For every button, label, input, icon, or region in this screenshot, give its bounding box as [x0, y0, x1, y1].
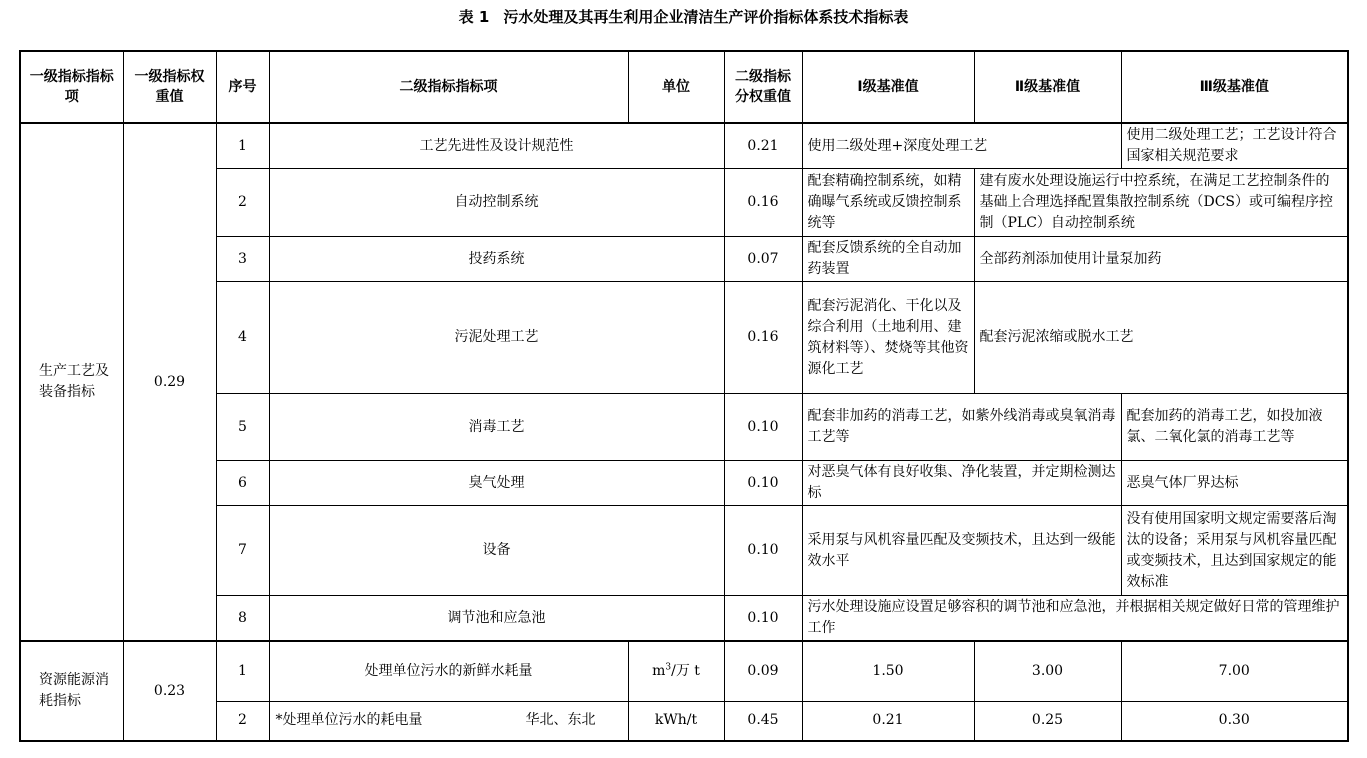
row-unit: [628, 641, 724, 701]
row-seq: 2: [216, 169, 269, 237]
row-weight: 0.09: [724, 641, 802, 701]
bench-2: 0.25: [974, 701, 1121, 741]
header-bench1: Ⅰ级基准值: [802, 51, 974, 123]
row-seq: 6: [216, 461, 269, 506]
bench-3: 7.00: [1121, 641, 1348, 701]
bench-1-2: 配套非加药的消毒工艺，如紫外线消毒或臭氧消毒工艺等: [802, 394, 1121, 461]
row-seq: 1: [216, 123, 269, 169]
row-weight: 0.07: [724, 237, 802, 282]
bench-3: 配套加药的消毒工艺，如投加液氯、二氧化氯的消毒工艺等: [1121, 394, 1348, 461]
row-seq: 8: [216, 596, 269, 642]
row-seq: 2: [216, 701, 269, 741]
header-unit: 单位: [628, 51, 724, 123]
row-item: *处理单位污水的耗电量: [275, 712, 423, 729]
item-region-pair: [270, 710, 628, 731]
table-row: [20, 169, 1348, 237]
row-unit: kWh/t: [628, 701, 724, 741]
row-item: 污泥处理工艺: [269, 282, 724, 394]
row-item: 投药系统: [269, 237, 724, 282]
row-weight: 0.10: [724, 394, 802, 461]
header-seq: 序号: [216, 51, 269, 123]
table-title: [0, 6, 1367, 28]
bench-1: 0.21: [802, 701, 974, 741]
row-region: 华北、东北: [525, 712, 596, 729]
row-item: 设备: [269, 506, 724, 596]
header-level2: 二级指标指标项: [269, 51, 628, 123]
bench-1: 配套污泥消化、干化以及综合利用（土地利用、建筑材料等）、焚烧等其他资源化工艺: [802, 282, 974, 394]
unit-sup: 3: [665, 662, 672, 673]
bench-2: 3.00: [974, 641, 1121, 701]
bench-1-2: 使用二级处理+深度处理工艺: [802, 123, 1121, 169]
bench-1-2-3: 污水处理设施应设置足够容积的调节池和应急池，并根据相关规定做好日常的管理维护工作: [802, 596, 1348, 642]
bench-2-3: 全部药剂添加使用计量泵加药: [974, 237, 1348, 282]
row-item: 消毒工艺: [269, 394, 724, 461]
row-item: 自动控制系统: [269, 169, 724, 237]
row-item-split: [269, 701, 628, 741]
row-seq: 7: [216, 506, 269, 596]
table-row: [20, 596, 1348, 642]
bench-3: 没有使用国家明文规定需要落后淘汰的设备；采用泵与风机容量匹配或变频技术，且达到国家规定的能效标准: [1121, 506, 1348, 596]
row-seq: 1: [216, 641, 269, 701]
row-item: 臭气处理: [269, 461, 724, 506]
header-bench2: Ⅱ级基准值: [974, 51, 1121, 123]
bench-1: 配套精确控制系统，如精确曝气系统或反馈控制系统等: [802, 169, 974, 237]
header-row: [20, 51, 1348, 123]
row-weight: 0.45: [724, 701, 802, 741]
row-item: 工艺先进性及设计规范性: [269, 123, 724, 169]
bench-1: 配套反馈系统的全自动加药装置: [802, 237, 974, 282]
table-row: [20, 701, 1348, 741]
bench-3: 使用二级处理工艺；工艺设计符合国家相关规范要求: [1121, 123, 1348, 169]
bench-1-2: 采用泵与风机容量匹配及变频技术，且达到一级能效水平: [802, 506, 1121, 596]
bench-3: 0.30: [1121, 701, 1348, 741]
header-level1: 一级指标指标项: [20, 51, 123, 123]
bench-2-3: 建有废水处理设施运行中控系统，在满足工艺控制条件的基础上合理选择配置集散控制系统（DCS）或可编程序控制（PLC）自动控制系统: [974, 169, 1348, 237]
header-bench3: Ⅲ级基准值: [1121, 51, 1348, 123]
bench-3: 恶臭气体厂界达标: [1121, 461, 1348, 506]
table-row: [20, 123, 1348, 169]
table-row: [20, 461, 1348, 506]
table-number: 表 1: [458, 8, 490, 26]
indicator-table: [19, 50, 1349, 742]
row-weight: 0.10: [724, 596, 802, 642]
bench-1-2: 对恶臭气体有良好收集、净化装置，并定期检测达标: [802, 461, 1121, 506]
row-seq: 4: [216, 282, 269, 394]
row-seq: 3: [216, 237, 269, 282]
row-weight: 0.21: [724, 123, 802, 169]
row-weight: 0.16: [724, 169, 802, 237]
group2-weight: 0.23: [123, 641, 216, 741]
row-weight: 0.16: [724, 282, 802, 394]
row-seq: 5: [216, 394, 269, 461]
table-caption: 污水处理及其再生利用企业清洁生产评价指标体系技术指标表: [503, 8, 909, 26]
table-row: [20, 506, 1348, 596]
table-row: [20, 237, 1348, 282]
unit-base: m: [652, 662, 666, 679]
header-weight1: 一级指标权重值: [123, 51, 216, 123]
header-weight2: 二级指标分权重值: [724, 51, 802, 123]
group2-name: 资源能源消耗指标: [20, 641, 123, 741]
table-row: [20, 641, 1348, 701]
bench-2-3: 配套污泥浓缩或脱水工艺: [974, 282, 1348, 394]
row-item: 处理单位污水的新鲜水耗量: [269, 641, 628, 701]
row-weight: 0.10: [724, 461, 802, 506]
group1-weight: 0.29: [123, 123, 216, 641]
row-weight: 0.10: [724, 506, 802, 596]
group1-name: 生产工艺及装备指标: [20, 123, 123, 641]
table-row: [20, 282, 1348, 394]
bench-1: 1.50: [802, 641, 974, 701]
row-item: 调节池和应急池: [269, 596, 724, 642]
table-row: [20, 394, 1348, 461]
unit-rest: /万 t: [671, 662, 700, 679]
